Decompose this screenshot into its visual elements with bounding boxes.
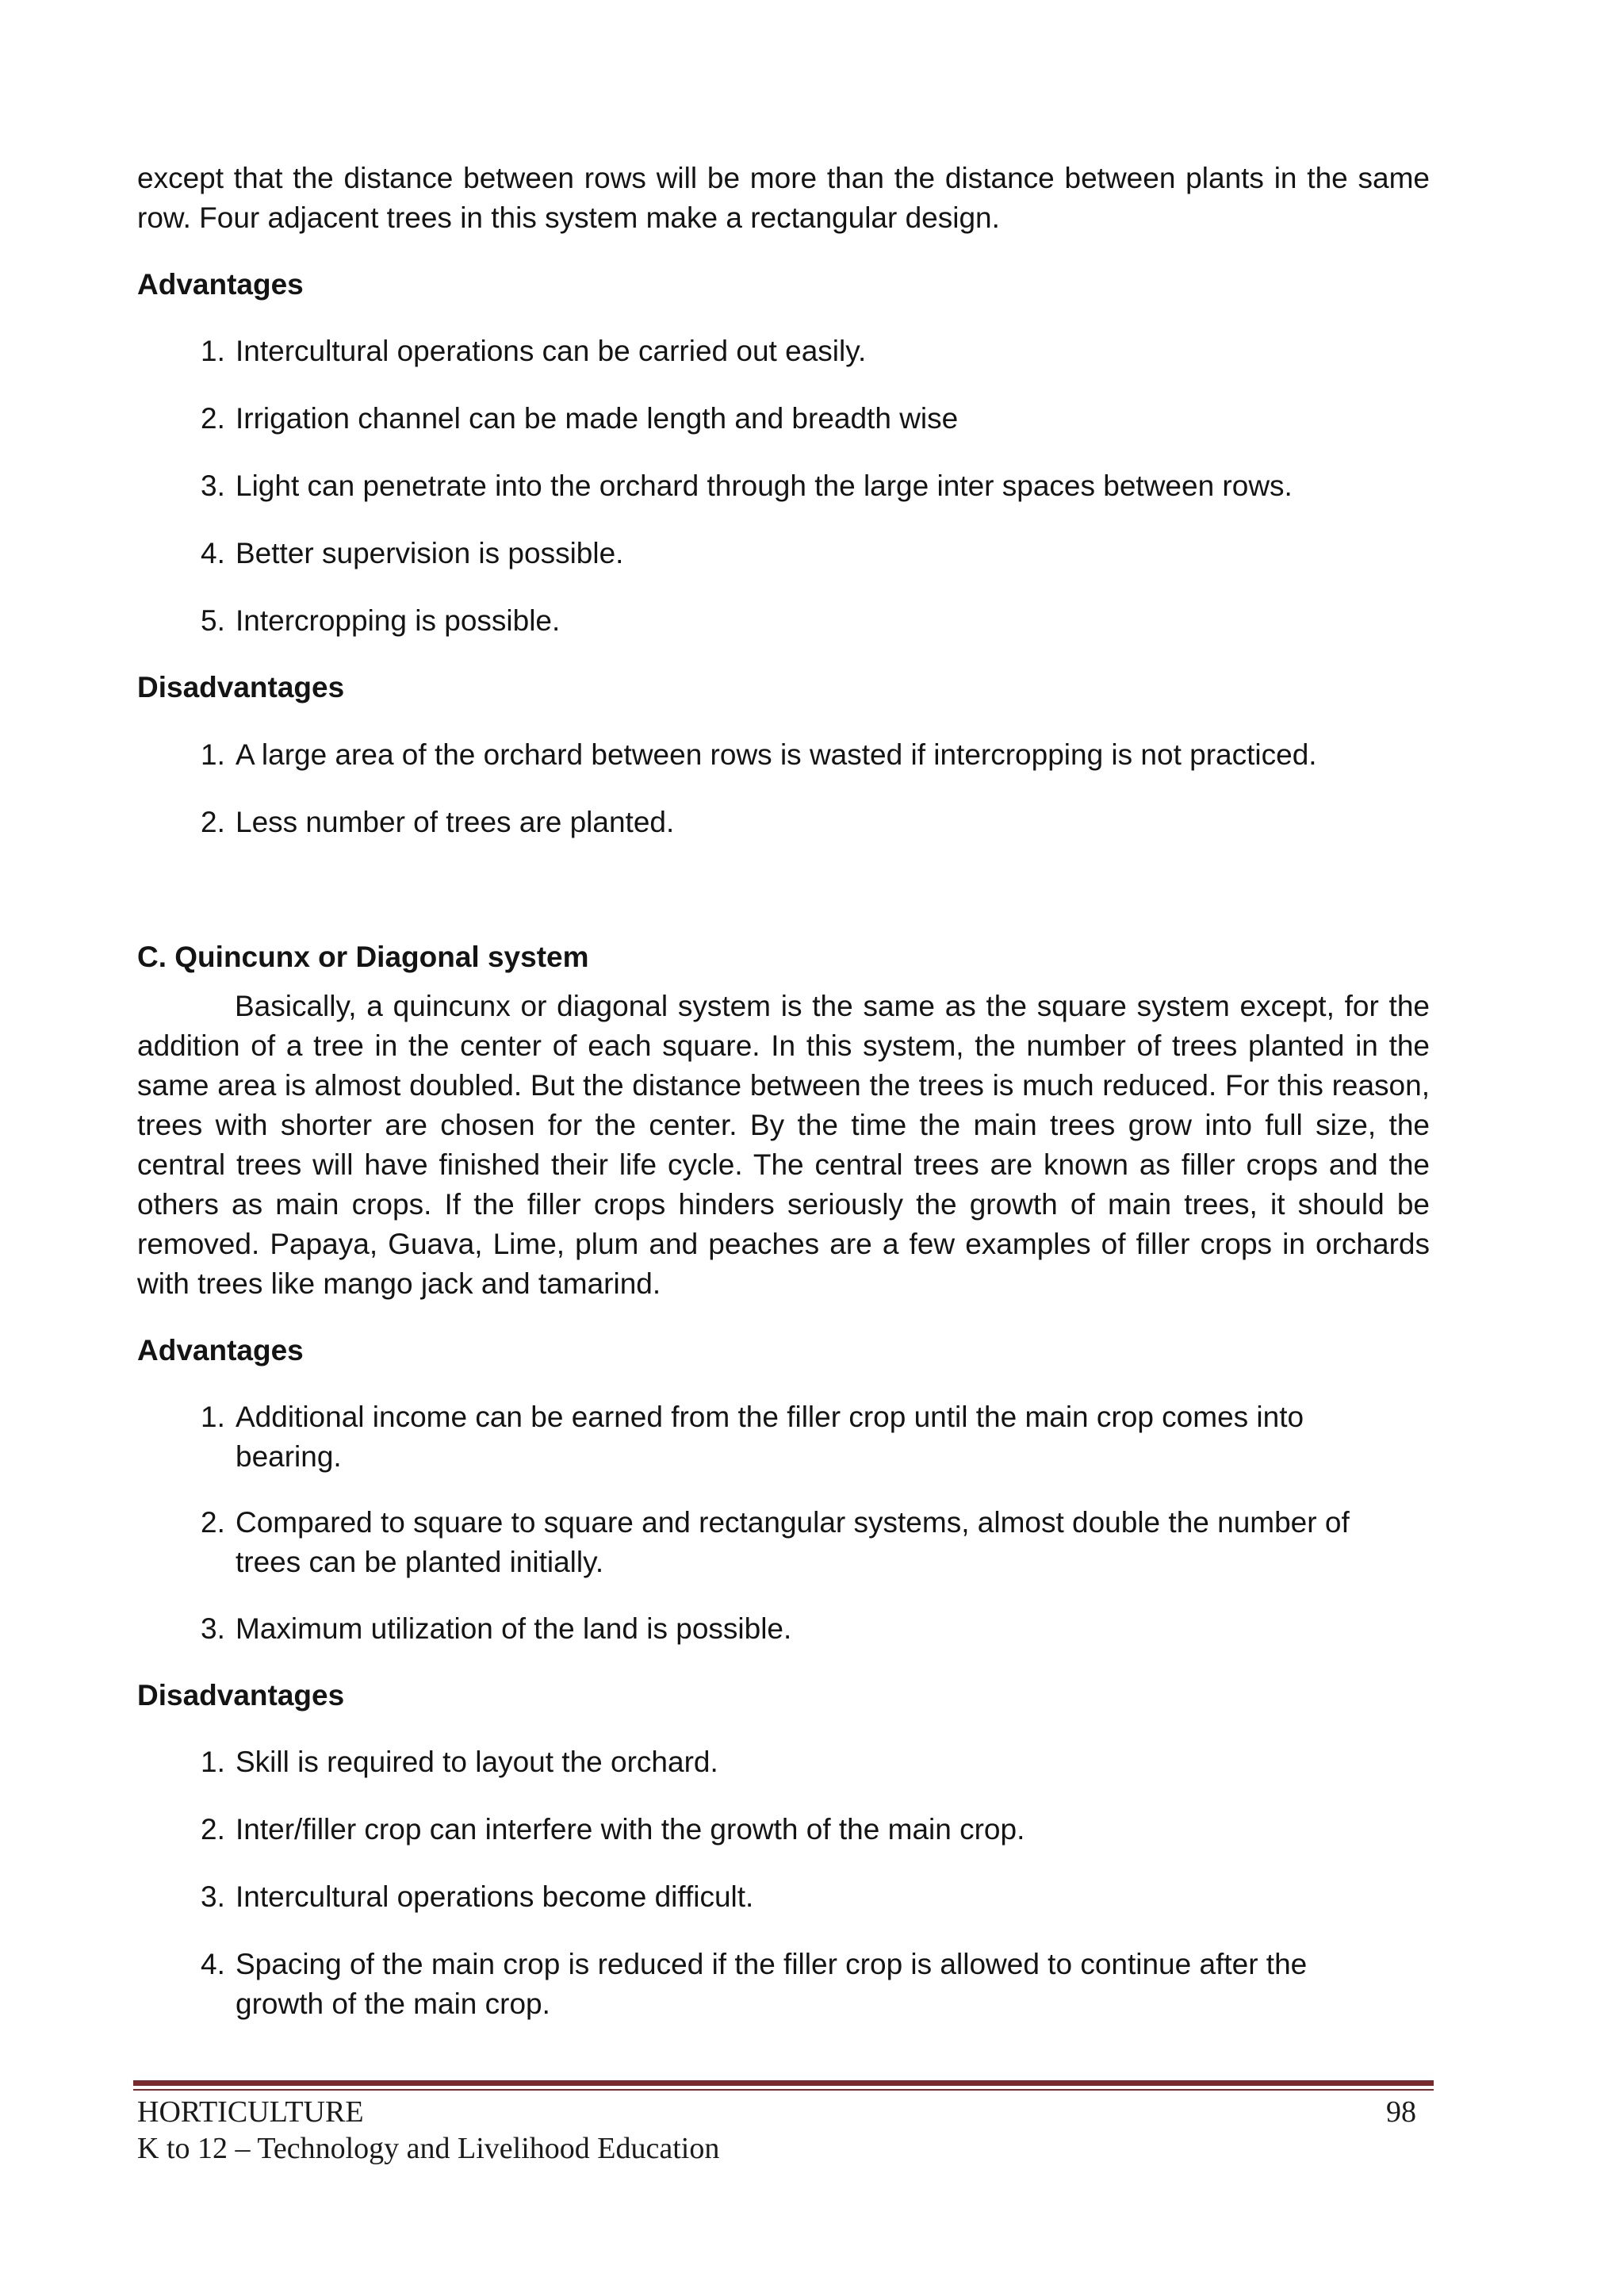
list-item: [137, 466, 1430, 506]
quincunx-advantages-list: [137, 1397, 1430, 1649]
list-number: 1.: [201, 1401, 225, 1433]
list-number: 4.: [201, 1948, 225, 1980]
list-text: Intercultural operations become difficult.: [236, 1880, 754, 1913]
list-number: 2.: [201, 1506, 225, 1539]
list-text: Better supervision is possible.: [236, 537, 624, 569]
quincunx-heading: C. Quincunx or Diagonal system: [137, 941, 589, 973]
footer-program: K to 12 – Technology and Livelihood Education: [137, 2132, 720, 2165]
list-text: Less number of trees are planted.: [236, 806, 675, 838]
footer-divider-thin: [133, 2089, 1434, 2091]
page-content: [137, 159, 1430, 2024]
list-item: [137, 1810, 1430, 1849]
rect-disadvantages-list: [137, 735, 1430, 842]
list-text: Irrigation channel can be made length and breadth wise: [236, 402, 959, 435]
list-text: Intercropping is possible.: [236, 604, 561, 637]
list-number: 2.: [201, 402, 225, 435]
footer-text: [137, 2094, 719, 2167]
list-text: Spacing of the main crop is reduced if the filler crop is allowed to continue after the growth of the main crop.: [236, 1948, 1308, 2020]
quincunx-disadvantages-heading: Disadvantages: [137, 1679, 345, 1711]
list-text: Maximum utilization of the land is possible.: [236, 1612, 792, 1645]
page-number: 98: [1386, 2095, 1416, 2129]
list-item: [137, 803, 1430, 842]
list-item: [137, 601, 1430, 641]
list-text: Compared to square to square and rectangular systems, almost double the number of trees can be planted initially.: [236, 1506, 1350, 1578]
list-number: 3.: [201, 1612, 225, 1645]
rect-advantages-heading: Advantages: [137, 268, 304, 301]
intro-paragraph: except that the distance between rows will be more than the distance between plants in the same row. Four adjacent trees in this system make a rectangular design.: [137, 162, 1430, 234]
list-number: 3.: [201, 470, 225, 502]
list-number: 3.: [201, 1880, 225, 1913]
list-text: Additional income can be earned from the filler crop until the main crop comes into bearing.: [236, 1401, 1304, 1473]
list-item: [137, 399, 1430, 439]
list-text: Light can penetrate into the orchard through the large inter spaces between rows.: [236, 470, 1293, 502]
rect-disadvantages-heading: Disadvantages: [137, 671, 345, 703]
list-item: [137, 1945, 1430, 2024]
list-number: 1.: [201, 738, 225, 771]
quincunx-advantages-heading: Advantages: [137, 1334, 304, 1366]
footer-subject: HORTICULTURE: [137, 2095, 364, 2129]
list-text: Skill is required to layout the orchard.: [236, 1746, 718, 1778]
list-item: [137, 332, 1430, 371]
list-number: 1.: [201, 1746, 225, 1778]
list-number: 2.: [201, 1813, 225, 1846]
list-item: [137, 735, 1430, 775]
list-item: [137, 534, 1430, 573]
list-item: [137, 1397, 1430, 1477]
footer-divider: [133, 2080, 1434, 2086]
list-number: 5.: [201, 604, 225, 637]
rect-advantages-list: [137, 332, 1430, 641]
list-text: Inter/filler crop can interfere with the growth of the main crop.: [236, 1813, 1025, 1846]
list-number: 4.: [201, 537, 225, 569]
list-text: A large area of the orchard between rows is wasted if intercropping is not practiced.: [236, 738, 1317, 771]
list-number: 2.: [201, 806, 225, 838]
list-item: [137, 1877, 1430, 1917]
list-item: [137, 1742, 1430, 1782]
list-item: [137, 1609, 1430, 1649]
quincunx-paragraph: Basically, a quincunx or diagonal system is the same as the square system except, for the addition of a tree in the center of each square. In this system, the number of trees planted in the same area is almost doubled. But the distance between the trees is much reduced. For this reason, trees with shorter are chosen for the center. By the time the main trees grow into full size, the central trees will have finished their life cycle. The central trees are known as filler crops and the others as main crops. If the filler crops hinders seriously the growth of main trees, it should be removed. Papaya, Guava, Lime, plum and peaches are a few examples of filler crops in orchards with trees like mango jack and tamarind.: [137, 990, 1430, 1300]
quincunx-disadvantages-list: [137, 1742, 1430, 2024]
list-text: Intercultural operations can be carried out easily.: [236, 335, 867, 367]
list-number: 1.: [201, 335, 225, 367]
list-item: [137, 1503, 1430, 1582]
